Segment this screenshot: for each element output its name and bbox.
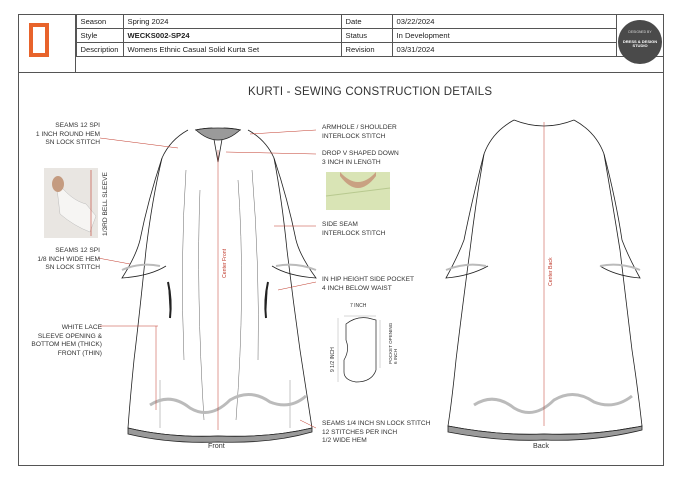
neckline-note: DROP V SHAPED DOWN 3 INCH IN LENGTH: [322, 150, 399, 166]
season-label: Season: [76, 15, 123, 29]
season-value: Spring 2024: [123, 15, 341, 29]
front-neck-fill: [196, 128, 240, 140]
badge-top-text: DESIGNED BY: [628, 30, 652, 34]
pocket-width-label: 7 INCH: [350, 303, 367, 309]
side-seam-note: SIDE SEAM INTERLOCK STITCH: [322, 221, 386, 237]
revision-value: 03/31/2024: [392, 43, 616, 57]
neckline-photo: [326, 172, 390, 210]
hem-seam-note: SEAMS 12 SPI 1 INCH ROUND HEM SN LOCK STITCH: [35, 122, 100, 147]
center-back-label: Center Back: [548, 257, 554, 286]
lace-note: WHITE LACE SLEEVE OPENING & BOTTOM HEM (THICK) FRONT (THIN): [31, 324, 102, 357]
front-body-outline: [128, 130, 312, 436]
bottom-seam-note: SEAMS 1/4 INCH SN LOCK STITCH 12 STITCHES PER INCH 1/2 WIDE HEM: [322, 420, 431, 445]
pocket-note: IN HIP HEIGHT SIDE POCKET 4 INCH BELOW WAIST: [322, 276, 415, 292]
back-left-sleeve: [446, 154, 488, 278]
front-left-sleeve: [122, 158, 166, 278]
description-label: Description: [76, 43, 123, 57]
bell-sleeve-note: 1/3RD BELL SLEEVE: [102, 172, 109, 236]
sleeve-hem-note: SEAMS 12 SPI 1/8 INCH WIDE HEM SN LOCK STITCH: [37, 247, 100, 272]
pocket-height-label: 9 1/2 INCH: [330, 347, 336, 372]
style-value: WECKS002-SP24: [123, 29, 341, 43]
status-label: Status: [341, 29, 392, 43]
pocket-opening-label: POCKET OPENING 6 INCH: [388, 322, 399, 364]
style-label: Style: [76, 29, 123, 43]
badge-middle-text: DRESS & DESIGN STUDIO: [622, 39, 658, 49]
status-value: In Development: [392, 29, 616, 43]
front-caption: Front: [208, 441, 225, 450]
page-title: KURTI - SEWING CONSTRUCTION DETAILS: [248, 86, 493, 98]
back-hem-band: [448, 426, 642, 440]
description-value: Womens Ethnic Casual Solid Kurta Set: [123, 43, 341, 57]
back-caption: Back: [533, 441, 549, 450]
front-right-sleeve: [272, 158, 316, 278]
revision-label: Revision: [341, 43, 392, 57]
date-value: 03/22/2024: [392, 15, 616, 29]
pocket-shape: [344, 318, 376, 382]
back-body-outline: [448, 120, 642, 434]
center-front-label: Center Front: [222, 248, 228, 278]
back-right-sleeve: [600, 154, 640, 278]
armhole-note: ARMHOLE / SHOULDER INTERLOCK STITCH: [322, 124, 397, 140]
date-label: Date: [341, 15, 392, 29]
bell-sleeve-photo: [44, 168, 98, 238]
